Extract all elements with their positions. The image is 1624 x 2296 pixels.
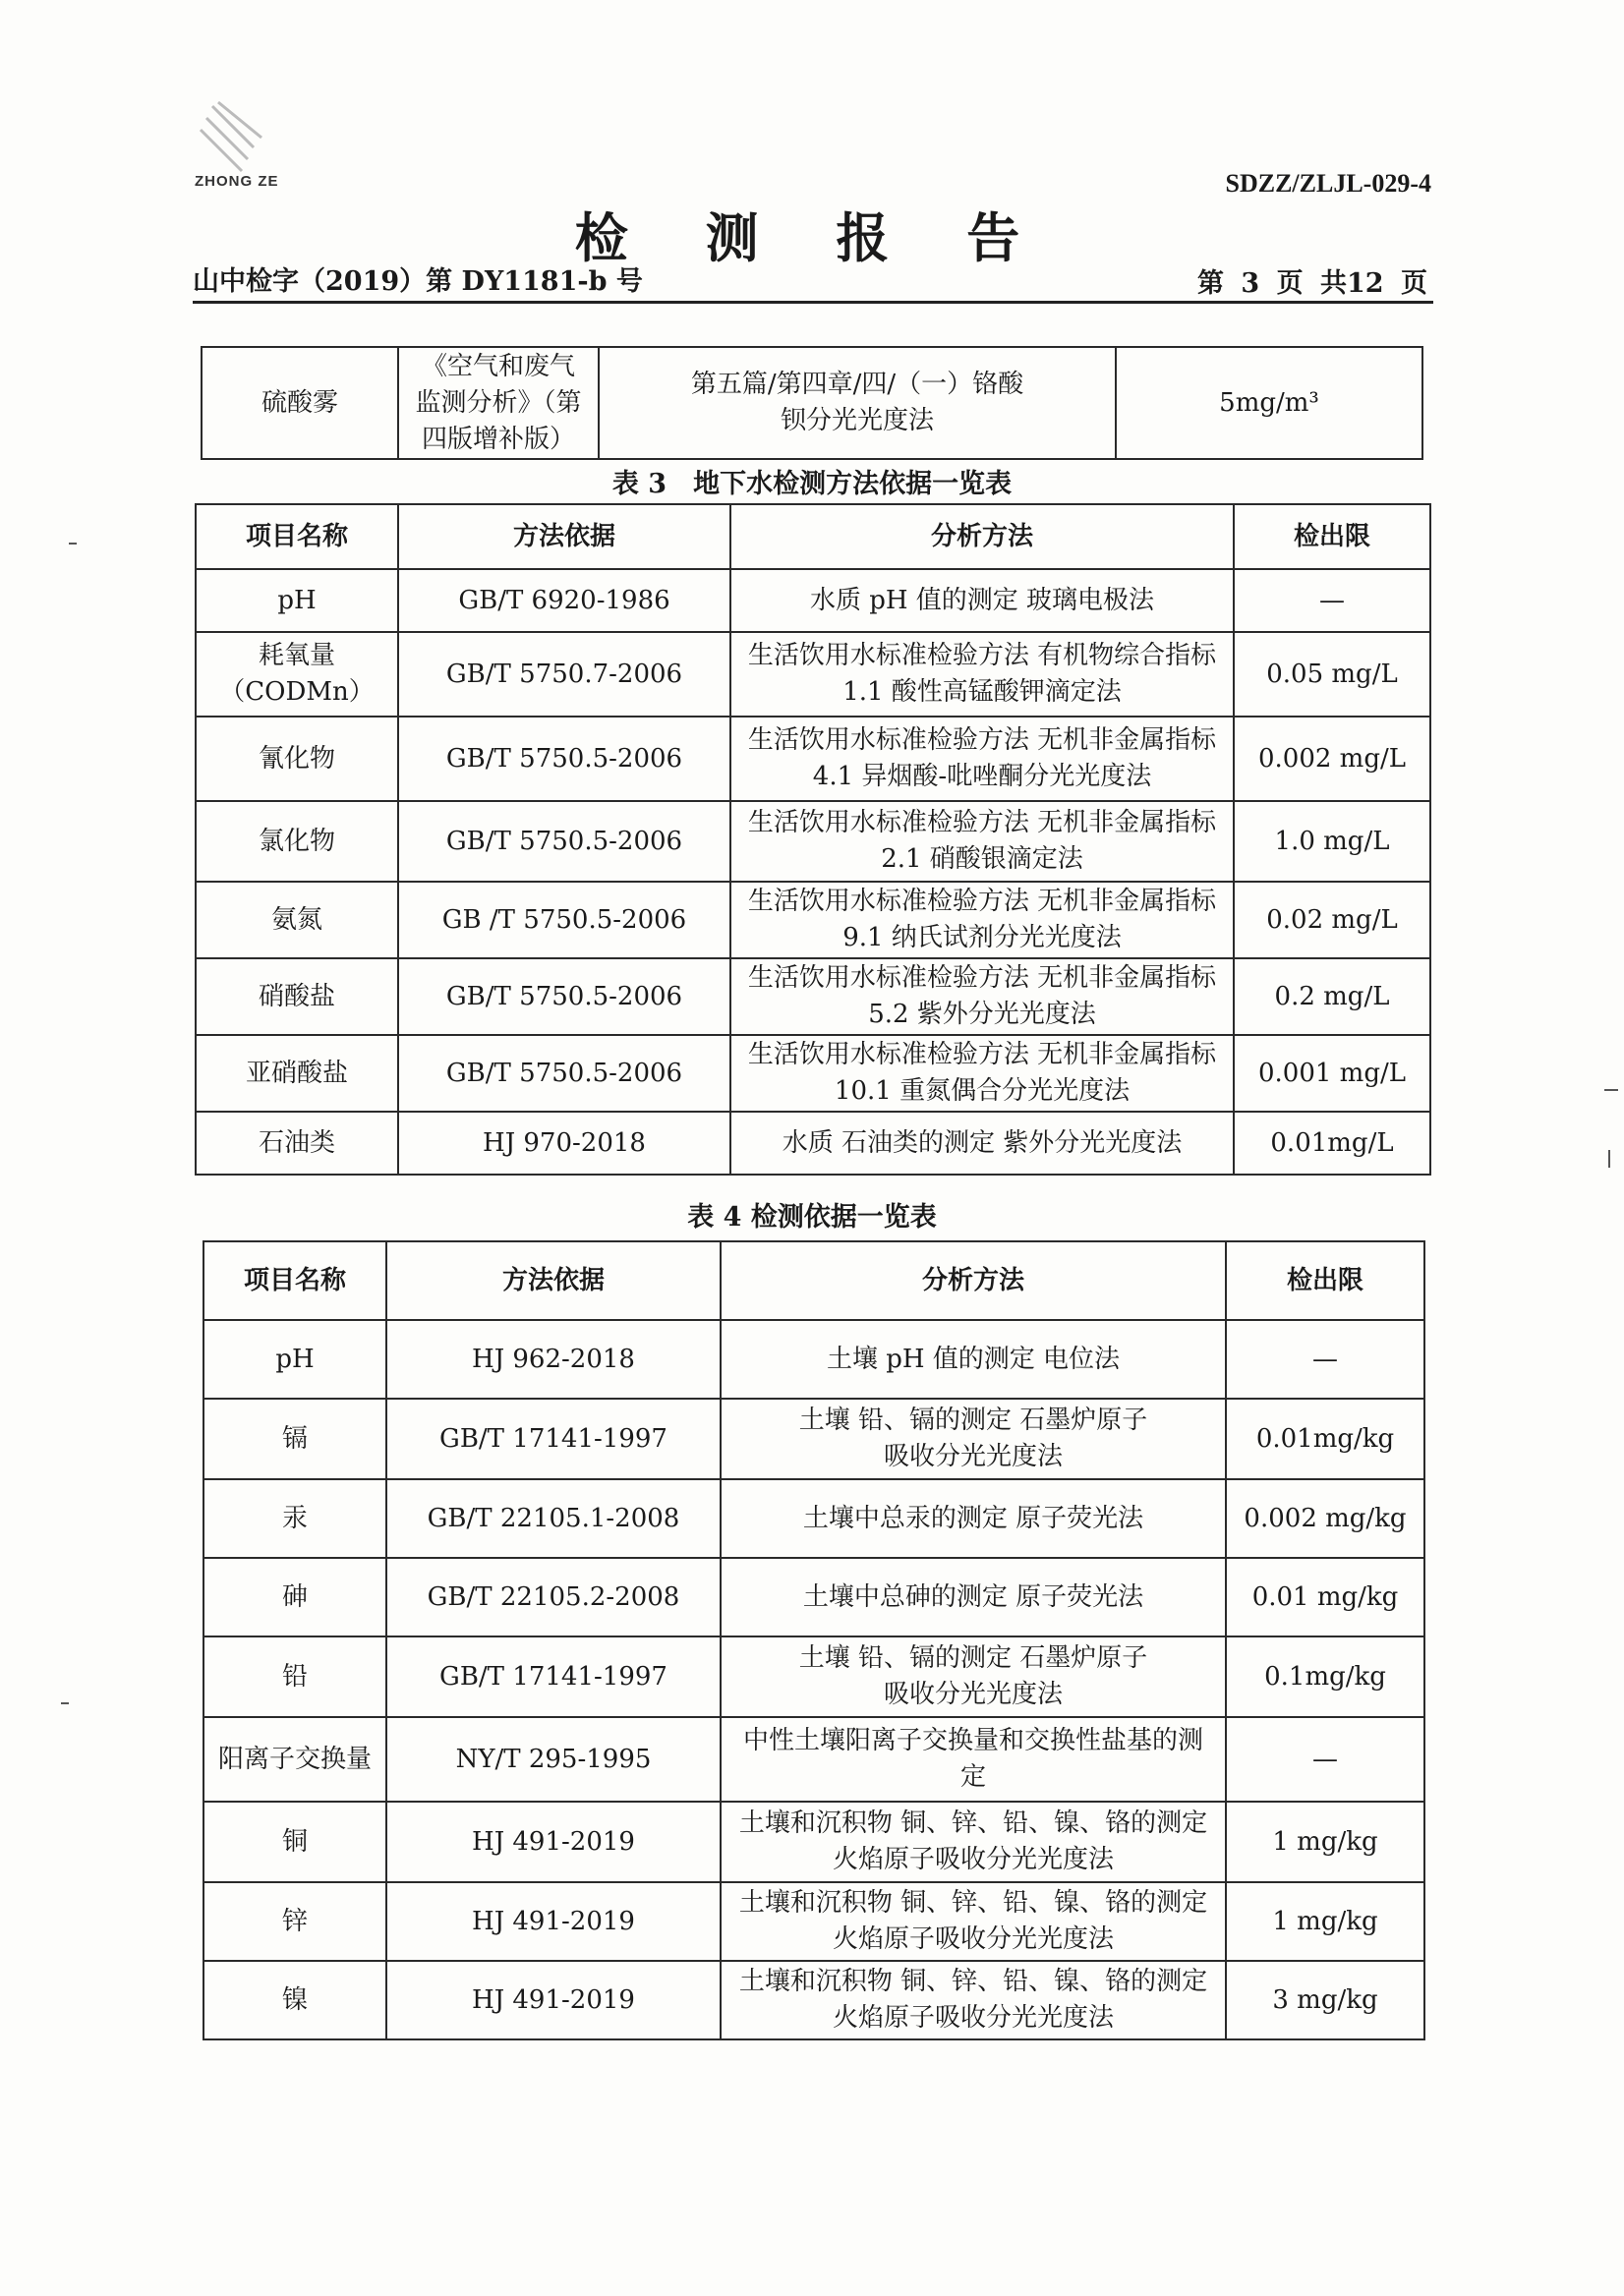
header-item: 项目名称	[196, 504, 398, 569]
cell-method: 土壤 pH 值的测定 电位法	[721, 1320, 1226, 1399]
cell-method: 土壤和沉积物 铜、锌、铅、镍、铬的测定 火焰原子吸收分光光度法	[721, 1961, 1226, 2039]
cell-method: 土壤中总汞的测定 原子荧光法	[721, 1479, 1226, 1558]
table-row	[196, 569, 1430, 632]
cell-item: pH	[196, 569, 398, 632]
cell-limit: 0.01mg/L	[1234, 1112, 1430, 1175]
cell-limit: —	[1226, 1717, 1424, 1802]
groundwater-methods-table	[195, 503, 1431, 1176]
cell-method: 中性土壤阳离子交换量和交换性盐基的测定	[721, 1717, 1226, 1802]
table-row	[203, 1717, 1424, 1802]
header-divider	[193, 301, 1433, 304]
cell-item: 亚硝酸盐	[196, 1035, 398, 1112]
scan-mark	[69, 543, 77, 545]
cell-basis: 《空气和废气监测分析》（第四版增补版）	[398, 347, 599, 459]
cell-basis: HJ 962-2018	[386, 1320, 721, 1399]
cell-limit: 1.0 mg/L	[1234, 801, 1430, 882]
table-row	[196, 1112, 1430, 1175]
cell-item: 氯化物	[196, 801, 398, 882]
table-row	[203, 1479, 1424, 1558]
scan-mark	[61, 1702, 69, 1704]
cell-method: 水质 pH 值的测定 玻璃电极法	[730, 569, 1234, 632]
cell-method: 生活饮用水标准检验方法 有机物综合指标1.1 酸性高锰酸钾滴定法	[730, 632, 1234, 717]
cell-item: 硫酸雾	[202, 347, 398, 459]
cell-method: 生活饮用水标准检验方法 无机非金属指标 5.2 紫外分光光度法	[730, 958, 1234, 1035]
cell-limit: 1 mg/kg	[1226, 1802, 1424, 1882]
cell-item: 汞	[203, 1479, 386, 1558]
table-row	[203, 1636, 1424, 1717]
cell-limit: 3 mg/kg	[1226, 1961, 1424, 2039]
cell-limit: —	[1226, 1320, 1424, 1399]
table-row	[196, 882, 1430, 958]
table-row	[203, 1802, 1424, 1882]
table-row	[203, 1882, 1424, 1961]
table-row	[202, 347, 1422, 459]
cell-limit: 1 mg/kg	[1226, 1882, 1424, 1961]
scan-mark	[1608, 1150, 1610, 1168]
cell-limit: 0.01 mg/kg	[1226, 1558, 1424, 1636]
cell-item: 镉	[203, 1399, 386, 1479]
table4-caption: 表 4 检测依据一览表	[687, 1202, 937, 1233]
cell-item: 氨氮	[196, 882, 398, 958]
cell-limit: 0.01mg/kg	[1226, 1399, 1424, 1479]
cell-limit: 0.001 mg/L	[1234, 1035, 1430, 1112]
header-method: 分析方法	[721, 1241, 1226, 1320]
soil-methods-table	[203, 1240, 1425, 2040]
cell-item: 镍	[203, 1961, 386, 2039]
cell-method: 土壤和沉积物 铜、锌、铅、镍、铬的测定 火焰原子吸收分光光度法	[721, 1882, 1226, 1961]
table-row	[203, 1961, 1424, 2039]
cell-method: 水质 石油类的测定 紫外分光光度法	[730, 1112, 1234, 1175]
header-limit: 检出限	[1234, 504, 1430, 569]
header-basis: 方法依据	[398, 504, 730, 569]
cell-basis: GB/T 17141-1997	[386, 1636, 721, 1717]
table-row	[196, 801, 1430, 882]
cell-basis: HJ 491-2019	[386, 1802, 721, 1882]
cell-item: 锌	[203, 1882, 386, 1961]
page-info: 第 3 页 共12 页	[1197, 268, 1427, 299]
cell-item: 阳离子交换量	[203, 1717, 386, 1802]
cell-limit: 5mg/m³	[1116, 347, 1422, 459]
cell-method: 生活饮用水标准检验方法 无机非金属指标 9.1 纳氏试剂分光光度法	[730, 882, 1234, 958]
cell-limit: 0.002 mg/kg	[1226, 1479, 1424, 1558]
report-number: 山中检字（2019）第 DY1181-b 号	[193, 266, 643, 297]
cell-basis: HJ 491-2019	[386, 1882, 721, 1961]
cell-item: 砷	[203, 1558, 386, 1636]
header-basis: 方法依据	[386, 1241, 721, 1320]
cell-method: 第五篇/第四章/四/（一）铬酸钡分光光度法	[599, 347, 1116, 459]
cell-limit: 0.1mg/kg	[1226, 1636, 1424, 1717]
table-row	[203, 1399, 1424, 1479]
table-header-row	[203, 1241, 1424, 1320]
cell-limit: 0.02 mg/L	[1234, 882, 1430, 958]
cell-basis: GB /T 5750.5-2006	[398, 882, 730, 958]
table-row	[203, 1320, 1424, 1399]
cell-basis: HJ 491-2019	[386, 1961, 721, 2039]
cell-basis: GB/T 5750.7-2006	[398, 632, 730, 717]
cell-basis: GB/T 5750.5-2006	[398, 1035, 730, 1112]
cell-limit: —	[1234, 569, 1430, 632]
cell-limit: 0.05 mg/L	[1234, 632, 1430, 717]
header-limit: 检出限	[1226, 1241, 1424, 1320]
document-number: SDZZ/ZLJL-029-4	[1225, 169, 1431, 198]
cell-basis: GB/T 6920-1986	[398, 569, 730, 632]
cell-basis: GB/T 17141-1997	[386, 1399, 721, 1479]
header-method: 分析方法	[730, 504, 1234, 569]
cell-method: 生活饮用水标准检验方法 无机非金属指标 2.1 硝酸银滴定法	[730, 801, 1234, 882]
scan-mark	[1604, 1089, 1618, 1091]
cell-item: 硝酸盐	[196, 958, 398, 1035]
table-header-row	[196, 504, 1430, 569]
cell-basis: GB/T 22105.1-2008	[386, 1479, 721, 1558]
cell-item: 铜	[203, 1802, 386, 1882]
table3-caption: 表 3 地下水检测方法依据一览表	[611, 469, 1013, 499]
cell-basis: GB/T 5750.5-2006	[398, 958, 730, 1035]
cell-basis: GB/T 5750.5-2006	[398, 717, 730, 801]
table-row	[196, 717, 1430, 801]
cell-limit: 0.002 mg/L	[1234, 717, 1430, 801]
cell-basis: GB/T 22105.2-2008	[386, 1558, 721, 1636]
cell-method: 土壤中总砷的测定 原子荧光法	[721, 1558, 1226, 1636]
cell-item: 氰化物	[196, 717, 398, 801]
table-row	[196, 632, 1430, 717]
table-row	[203, 1558, 1424, 1636]
cell-item: 石油类	[196, 1112, 398, 1175]
cell-item: pH	[203, 1320, 386, 1399]
cell-basis: GB/T 5750.5-2006	[398, 801, 730, 882]
cell-limit: 0.2 mg/L	[1234, 958, 1430, 1035]
cell-method: 土壤 铅、镉的测定 石墨炉原子吸收分光光度法	[721, 1636, 1226, 1717]
cell-method: 土壤 铅、镉的测定 石墨炉原子吸收分光光度法	[721, 1399, 1226, 1479]
logo-text: ZHONG ZE	[195, 173, 279, 190]
header-item: 项目名称	[203, 1241, 386, 1320]
cell-basis: NY/T 295-1995	[386, 1717, 721, 1802]
continuation-table	[201, 346, 1423, 460]
cell-item: 铅	[203, 1636, 386, 1717]
cell-method: 生活饮用水标准检验方法 无机非金属指标 10.1 重氮偶合分光光度法	[730, 1035, 1234, 1112]
table-row	[196, 958, 1430, 1035]
cell-method: 土壤和沉积物 铜、锌、铅、镍、铬的测定 火焰原子吸收分光光度法	[721, 1802, 1226, 1882]
table-row	[196, 1035, 1430, 1112]
cell-basis: HJ 970-2018	[398, 1112, 730, 1175]
cell-method: 生活饮用水标准检验方法 无机非金属指标 4.1 异烟酸-吡唑酮分光光度法	[730, 717, 1234, 801]
page-title: 检 测 报 告	[574, 206, 1050, 269]
cell-item: 耗氧量（CODMn）	[196, 632, 398, 717]
